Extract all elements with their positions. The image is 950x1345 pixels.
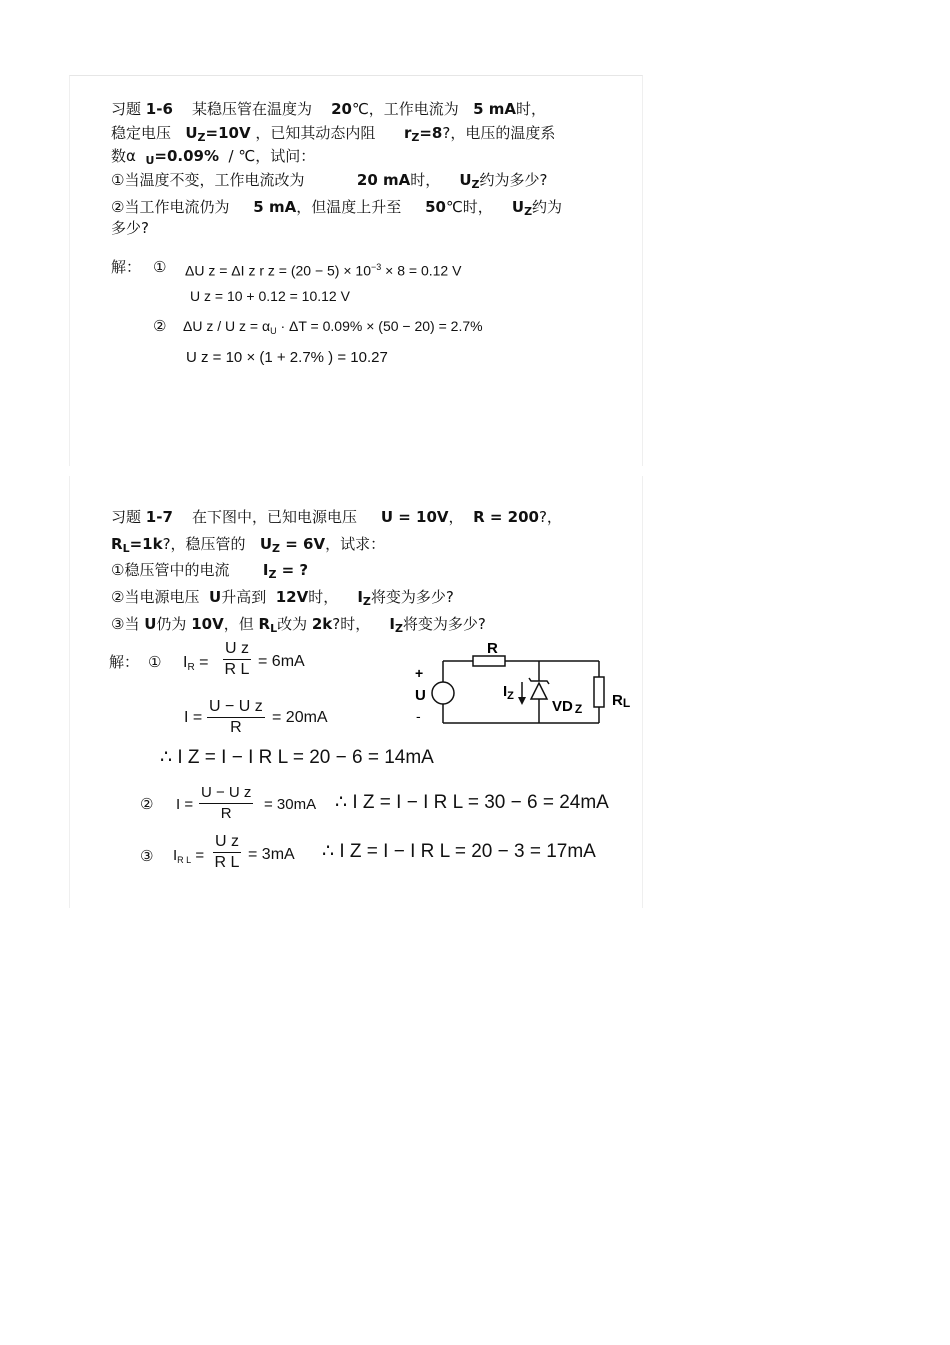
solution1-eq3: ΔU z / U $z = \alpha_U \cdot \Delta T = 0.09\% \times (50 - 20) = 2.7\%$: [183, 318, 483, 336]
solution1-step2-marker: ②: [153, 317, 167, 335]
label-iz: $I_Z$: [503, 683, 514, 702]
problem1-question1: ①当温度不变，工作电流改为 20 mA时， $U_Z$约为多少?: [111, 171, 548, 191]
solution2-label: 解：: [109, 653, 140, 671]
zener-diode-triangle: [531, 683, 547, 699]
resistor-r: [473, 656, 505, 666]
solution2-res4: = 30mA: [264, 796, 317, 813]
solution2-res2: = 20mA: [272, 709, 328, 726]
zener-circuit-diagram: [405, 635, 640, 735]
solution1-eq2: U z = 10 + 0.12 = 10.12 V: [190, 288, 350, 304]
solution2-res1: = 6mA: [258, 653, 305, 670]
problem1-line1: 习题 1-6 某稳压管在温度为 20℃，工作电流为 5 mA时，: [111, 100, 547, 118]
solution2-res3: ∴ I Z = I − I R L = 20 − 6 = 14mA: [160, 747, 434, 768]
problem2-question3: ③当 U仍为 10V，但 $R_L$改为 2k?时， $I_Z$将变为多少?: [111, 615, 486, 635]
problem1-question2: ②当工作电流仍为 5 mA，但温度上升至 50℃时， $U_Z$约为: [111, 198, 563, 218]
problem-label: 习题: [111, 100, 142, 118]
solution2-res5: ∴ I Z = I − I R L = 30 − 6 = 24mA: [335, 792, 609, 813]
problem1-line3: 数α $_U$=0.09% / ℃，试问：: [111, 147, 316, 167]
solution2-irl-label: $I_R$ =: [183, 654, 209, 673]
problem2-line1: 习题 1-7 在下图中，已知电源电压 U = 10V， R = 200?，: [111, 508, 562, 526]
label-u: U: [415, 687, 426, 704]
problem1-line2: 稳定电压 $U_Z=10V$ ，已知其动态内阻 $r_Z=8$?，电压的温度系: [111, 124, 556, 144]
problem-number: 1-7: [145, 508, 173, 526]
solution1-eq4: U z = 10 × (1 + 2.7% ) = 10.27: [186, 349, 388, 366]
solution2-i2-label: I =: [176, 796, 194, 813]
voltage-source: [432, 682, 454, 704]
fraction-u-minus-uz-over-r-2: $\frac{\text{U − U z}}{R}$: [201, 784, 252, 822]
solution2-res6: = 3mA: [248, 846, 295, 863]
resistor-rl: [594, 677, 604, 707]
solution2-step1-marker: ①: [148, 653, 162, 671]
label-r: R: [487, 640, 498, 657]
solution1-step1-marker: ①: [153, 258, 167, 276]
solution2-step3-marker: ③: [140, 847, 154, 865]
problem2-question1: ①稳压管中的电流 $I_Z$ = ?: [111, 561, 309, 581]
fraction-uz-over-rl-2: $\frac{\text{U z}}{\text{R L}}$: [214, 833, 240, 871]
solution2-step2-marker: ②: [140, 795, 154, 813]
solution2-irl3-label: $I_{R L}$ =: [173, 847, 205, 865]
label-plus: +: [415, 665, 424, 681]
fraction-uz-over-rl: $\frac{\text{U z}}{\text{R L}}$: [224, 640, 250, 678]
problem1-question2-cont: 多少?: [111, 219, 149, 237]
label-rl: RL: [612, 692, 631, 710]
label-vdz: VD Z: [552, 698, 583, 716]
solution1-eq1: ΔU z = ΔI z r $z = (20 - 5) \times 10^{-3} \times 8 = 0.12$ V: [185, 262, 462, 279]
problem-number: 1-6: [145, 100, 173, 118]
solution1-label: 解：: [111, 258, 142, 276]
iz-arrow-head: [518, 697, 526, 705]
problem2-line2: $R_L=1k$?，稳压管的 $U_Z = 6V$，试求：: [111, 535, 386, 555]
solution2-i-label: I =: [184, 709, 203, 726]
fraction-u-minus-uz-over-r: $\frac{\text{U − U z}}{R}$: [209, 698, 263, 736]
label-minus: -: [416, 708, 421, 724]
solution2-res7: ∴ I Z = I − I R L = 20 − 3 = 17mA: [322, 841, 596, 862]
problem2-question2: ②当电源电压 U升高到 12V时， $I_Z$将变为多少?: [111, 588, 454, 608]
